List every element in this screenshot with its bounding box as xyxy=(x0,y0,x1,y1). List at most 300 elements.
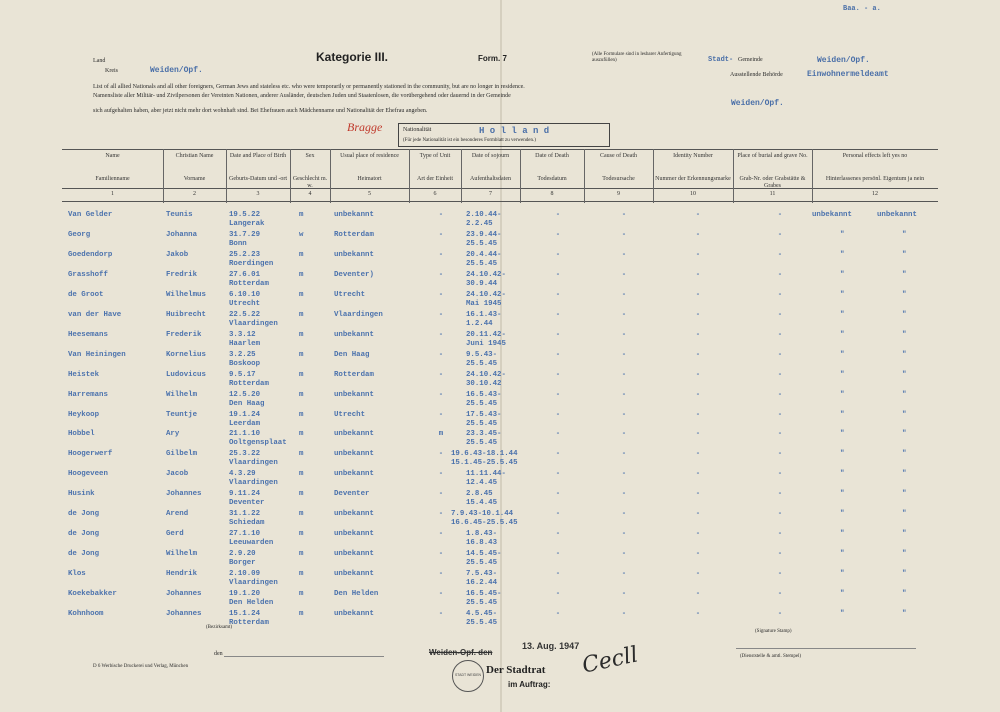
den-line xyxy=(224,656,384,657)
cell-d8: - xyxy=(555,570,561,579)
cell-no: " xyxy=(902,270,907,279)
cell-sex: m xyxy=(299,470,304,479)
cell-sex: m xyxy=(299,270,304,279)
cell-d11: - xyxy=(777,530,783,539)
cell-unit: - xyxy=(438,350,444,359)
cell-yes: " xyxy=(840,330,845,339)
cell-birth: 2.9.20 xyxy=(229,550,256,559)
column-header-en: Sex xyxy=(305,153,315,159)
cell-birth-place: Langerak xyxy=(229,220,265,228)
cell-first: Hendrik xyxy=(166,570,198,579)
column-header-de: Geburts-Datum und -ort xyxy=(229,176,287,182)
cell-name: Harremans xyxy=(68,390,108,399)
cell-sex: m xyxy=(299,490,304,499)
cell-birth: 19.1.24 xyxy=(229,410,261,419)
column-number: 8 xyxy=(550,191,554,197)
cell-birth-place: Haarlem xyxy=(229,339,261,348)
cell-d8: - xyxy=(555,490,561,499)
cell-yes: " xyxy=(840,610,845,619)
column-header-en: Name xyxy=(105,153,120,159)
cell-d9: - xyxy=(621,230,627,239)
cell-name: Heistek xyxy=(68,370,100,379)
cell-name: Goedendorp xyxy=(68,250,113,259)
cell-d9: - xyxy=(621,610,627,619)
cell-d11: - xyxy=(777,270,783,279)
cell-d8: - xyxy=(555,370,561,379)
column-header-en: Cause of Death xyxy=(600,153,637,159)
cell-birth-place: Utrecht xyxy=(229,299,261,308)
cell-d11: - xyxy=(777,370,783,379)
cell-d10: - xyxy=(695,590,701,599)
cell-sex: m xyxy=(299,550,304,559)
nationality-note: (Für jede Nationalität ist ein besonderes Formblatt zu verwenden.) xyxy=(403,138,536,143)
cell-sojourn-end: 16.2.44 xyxy=(466,579,498,588)
cell-sex: m xyxy=(299,370,304,379)
cell-birth: 4.3.29 xyxy=(229,470,256,479)
kreis-label: Kreis xyxy=(105,68,118,74)
cell-d9: - xyxy=(621,570,627,579)
cell-sojourn-end: 25.5.45 xyxy=(466,399,498,408)
column-header-en: Personal effects left yes no xyxy=(842,153,908,159)
cell-sex: m xyxy=(299,450,304,459)
cell-birth-place: Leeuwarden xyxy=(229,539,274,548)
cell-d11: - xyxy=(777,390,783,399)
cell-yes: " xyxy=(840,410,845,419)
nationality-box xyxy=(398,123,610,147)
cell-d9: - xyxy=(621,550,627,559)
cell-sex: m xyxy=(299,410,304,419)
cell-sojourn: 2.8.45 xyxy=(466,490,493,499)
cell-sojourn-end: 25.5.45 xyxy=(466,239,498,248)
cell-name: Hoogeveen xyxy=(68,470,108,479)
cell-birth-place: Boskoop xyxy=(229,359,261,368)
cell-first: Ludovicus xyxy=(166,370,206,379)
cell-sojourn: 24.10.42- xyxy=(466,370,506,379)
cell-d9: - xyxy=(621,590,627,599)
cell-name: Heykoop xyxy=(68,410,100,419)
cell-birth: 6.10.10 xyxy=(229,290,261,299)
form-number: Form. 7 xyxy=(478,54,507,63)
cell-d11: - xyxy=(777,290,783,299)
cell-res: Deventer xyxy=(334,490,370,499)
cell-yes: " xyxy=(840,470,845,479)
cell-name: van der Have xyxy=(68,310,122,319)
cell-no: " xyxy=(902,330,907,339)
column-number: 4 xyxy=(308,191,312,197)
cell-birth-place: Deventer xyxy=(229,499,265,508)
cell-sojourn-end: Juni 1945 xyxy=(466,339,506,348)
cell-sojourn-end: 16.8.43 xyxy=(466,539,498,548)
cell-d9: - xyxy=(621,310,627,319)
cell-res: Deventer) xyxy=(334,270,374,279)
cell-sojourn: 17.5.43- xyxy=(466,410,502,419)
cell-d8: - xyxy=(555,470,561,479)
official-seal xyxy=(452,660,484,692)
column-number: 3 xyxy=(256,191,260,197)
cell-no: " xyxy=(902,290,907,299)
cell-d10: - xyxy=(695,450,701,459)
cell-birth-place: Vlaardingen xyxy=(229,459,278,468)
column-number: 6 xyxy=(433,191,437,197)
cell-first: Arend xyxy=(166,510,189,519)
cell-birth: 27.1.10 xyxy=(229,530,261,539)
place-date-prefix: Weiden-Opf. den xyxy=(429,648,493,657)
cell-d9: - xyxy=(621,390,627,399)
cell-unit: - xyxy=(438,290,444,299)
cell-d10: - xyxy=(695,290,701,299)
cell-yes: unbekannt xyxy=(812,211,852,219)
column-number: 2 xyxy=(193,191,196,197)
cell-name: Husink xyxy=(68,490,95,499)
cell-name: de Jong xyxy=(68,510,100,519)
cell-res: Den Helden xyxy=(334,590,379,599)
cell-d8: - xyxy=(555,510,561,519)
column-header-de: Aufenthaltsdaten xyxy=(470,176,511,182)
cell-first: Wilhelmus xyxy=(166,290,206,299)
cell-d10: - xyxy=(695,330,701,339)
cell-sojourn-end: 25.5.45 xyxy=(466,559,498,568)
cell-name: Klos xyxy=(68,570,86,579)
cell-d11: - xyxy=(777,450,783,459)
cell-birth: 2.10.09 xyxy=(229,570,261,579)
cell-unit: - xyxy=(438,610,444,619)
date-stamp: 13. Aug. 1947 xyxy=(522,641,580,651)
column-header-de: Nummer der Erkennungsmarke xyxy=(655,176,731,182)
column-header-de: Heimatort xyxy=(357,176,382,182)
cell-birth: 21.1.10 xyxy=(229,430,261,439)
cell-birth-place: Ooltgensplaat xyxy=(229,439,287,448)
cell-no: " xyxy=(902,530,907,539)
kreis-value: Weiden/Opf. xyxy=(150,66,203,75)
cell-d11: - xyxy=(777,330,783,339)
cell-first: Gilbelm xyxy=(166,450,198,459)
cell-d8: - xyxy=(555,410,561,419)
cell-d10: - xyxy=(695,390,701,399)
cell-unit: - xyxy=(438,510,444,519)
cell-birth: 25.2.23 xyxy=(229,250,261,259)
cell-sojourn-end: 25.5.45 xyxy=(466,419,498,428)
cell-d9: - xyxy=(621,250,627,259)
cell-name: Koekebakker xyxy=(68,590,117,599)
cell-name: de Groot xyxy=(68,290,104,299)
cell-no: " xyxy=(902,510,907,519)
cell-d9: - xyxy=(621,510,627,519)
cell-res: unbekannt xyxy=(334,470,374,479)
cell-unit: - xyxy=(438,530,444,539)
column-number: 5 xyxy=(368,191,371,197)
column-number: 1 xyxy=(111,191,114,197)
handwritten-signature: Cecll xyxy=(580,642,641,679)
cell-no: " xyxy=(902,410,907,419)
cell-no: " xyxy=(902,570,907,579)
cell-sex: m xyxy=(299,390,304,399)
cell-sojourn-end: 15.4.45 xyxy=(466,499,498,508)
cell-res: unbekannt xyxy=(334,510,374,519)
cell-d8: - xyxy=(555,290,561,299)
column-number: 7 xyxy=(489,191,492,197)
cell-birth-place: Vlaardingen xyxy=(229,479,278,488)
cell-unit: - xyxy=(438,370,444,379)
cell-res: unbekannt xyxy=(334,330,374,339)
cell-d11: - xyxy=(777,310,783,319)
cell-birth-place: Vlaardingen xyxy=(229,579,278,588)
cell-d9: - xyxy=(621,330,627,339)
cell-d11: - xyxy=(777,430,783,439)
cell-sojourn-end: 25.5.45 xyxy=(466,599,498,608)
gemeinde-label: Gemeinde xyxy=(738,57,763,63)
cell-birth: 3.2.25 xyxy=(229,350,256,359)
cell-birth: 31.1.22 xyxy=(229,510,261,519)
cell-sex: m xyxy=(299,510,304,519)
column-header-de: Vorname xyxy=(183,176,206,182)
signature-label-left: (Bezirksamt) xyxy=(206,625,233,630)
cell-birth-place: Vlaardingen xyxy=(229,319,278,328)
cell-d10: - xyxy=(695,410,701,419)
cell-sojourn: 23.3.45- xyxy=(466,430,502,439)
cell-first: Gerd xyxy=(166,530,184,539)
cell-name: Hobbel xyxy=(68,430,95,439)
cell-d8: - xyxy=(555,550,561,559)
cell-first: Jakob xyxy=(166,250,189,259)
cell-sojourn: 19.6.43-18.1.44 xyxy=(451,450,518,459)
cell-birth: 19.5.22 xyxy=(229,211,261,219)
cell-birth-place: Rotterdam xyxy=(229,619,269,628)
cell-sojourn-end: 25.5.45 xyxy=(466,439,498,448)
column-header-en: Place of burial and grave No. xyxy=(737,153,808,159)
cell-d9: - xyxy=(621,270,627,279)
cell-unit: - xyxy=(438,270,444,279)
cell-unit: - xyxy=(438,390,444,399)
cell-res: Den Haag xyxy=(334,350,370,359)
cell-first: Huibrecht xyxy=(166,310,206,319)
column-header-de: Hinterlassenes persönl. Eigentum ja nein xyxy=(825,176,925,182)
signature-label-right: (Signature Stamp) xyxy=(755,629,792,634)
cell-yes: " xyxy=(840,310,845,319)
cell-sojourn: 9.5.43- xyxy=(466,350,498,359)
cell-birth: 12.5.20 xyxy=(229,390,261,399)
cell-yes: " xyxy=(840,590,845,599)
cell-birth-place: Roerdingen xyxy=(229,259,274,268)
stamp-line-auftrag: im Auftrag: xyxy=(508,680,551,689)
column-header-en: Date of Death xyxy=(535,153,569,159)
cell-sojourn-end: 15.1.45-25.5.45 xyxy=(451,459,518,468)
cell-sex: w xyxy=(299,230,304,239)
cell-res: unbekannt xyxy=(334,550,374,559)
cell-sex: m xyxy=(299,211,304,219)
cell-sojourn: 4.5.45- xyxy=(466,610,498,619)
cell-res: Utrecht xyxy=(334,290,366,299)
cell-d10: - xyxy=(695,310,701,319)
cell-no: " xyxy=(902,350,907,359)
cell-yes: " xyxy=(840,550,845,559)
cell-d9: - xyxy=(621,490,627,499)
cell-sojourn: 11.11.44- xyxy=(466,470,506,479)
cell-yes: " xyxy=(840,370,845,379)
cell-d8: - xyxy=(555,310,561,319)
cell-unit: - xyxy=(438,211,444,219)
intro-place: Weiden/Opf. xyxy=(731,99,784,108)
cell-yes: " xyxy=(840,450,845,459)
cell-no: " xyxy=(902,390,907,399)
cell-d9: - xyxy=(621,470,627,479)
cell-name: de Jong xyxy=(68,530,100,539)
cell-no: " xyxy=(902,550,907,559)
column-number: 12 xyxy=(872,191,878,197)
cell-unit: - xyxy=(438,550,444,559)
cell-yes: " xyxy=(840,350,845,359)
cell-yes: " xyxy=(840,430,845,439)
cell-res: Vlaardingen xyxy=(334,310,383,319)
column-header-en: Christian Name xyxy=(175,153,214,159)
cell-first: Wilhelm xyxy=(166,390,198,399)
den-label: den xyxy=(214,651,223,657)
cell-d9: - xyxy=(621,430,627,439)
corner-code: Baa. - a. xyxy=(843,5,881,13)
cell-d11: - xyxy=(777,590,783,599)
cell-unit: - xyxy=(438,330,444,339)
cell-d10: - xyxy=(695,270,701,279)
cell-name: Heesemans xyxy=(68,330,108,339)
cell-name: Kohnhoom xyxy=(68,610,104,619)
intro-german: Namensliste aller Militär- und Zivilpersonen der Vereinten Nationen, anderer Ausländer, deutschen Juden und Staatenlosen, die vorübergehend oder dauernd in der Gemeinde xyxy=(93,93,511,99)
cell-no: " xyxy=(902,370,907,379)
cell-sojourn-end: 12.4.45 xyxy=(466,479,498,488)
cell-d10: - xyxy=(695,230,701,239)
cell-sojourn-end: 25.5.45 xyxy=(466,259,498,268)
cell-unit: - xyxy=(438,590,444,599)
cell-res: Rotterdam xyxy=(334,370,374,379)
cell-no: " xyxy=(902,470,907,479)
cell-first: Johannes xyxy=(166,590,202,599)
cell-d8: - xyxy=(555,270,561,279)
cell-sojourn-end: 25.5.45 xyxy=(466,359,498,368)
cell-d11: - xyxy=(777,350,783,359)
cell-sex: m xyxy=(299,610,304,619)
cell-sex: m xyxy=(299,430,304,439)
cell-yes: " xyxy=(840,270,845,279)
page-title: Kategorie III. xyxy=(316,50,389,64)
cell-d8: - xyxy=(555,530,561,539)
cell-unit: - xyxy=(438,410,444,419)
cell-d11: - xyxy=(777,550,783,559)
cell-d8: - xyxy=(555,430,561,439)
cell-first: Ary xyxy=(166,430,180,439)
cell-birth-place: Rotterdam xyxy=(229,279,269,288)
cell-sojourn: 16.5.43- xyxy=(466,390,502,399)
cell-d8: - xyxy=(555,390,561,399)
cell-unit: - xyxy=(438,230,444,239)
cell-res: unbekannt xyxy=(334,450,374,459)
cell-d8: - xyxy=(555,450,561,459)
cell-sojourn: 24.10.42- xyxy=(466,290,506,299)
cell-sex: m xyxy=(299,290,304,299)
cell-res: unbekannt xyxy=(334,211,374,219)
cell-d8: - xyxy=(555,590,561,599)
cell-no: " xyxy=(902,590,907,599)
form-note: (Alle Formulare sind in lesbarer Anfertigung auszufüllen) xyxy=(592,52,682,63)
cell-birth-place: Borger xyxy=(229,559,256,568)
cell-unit: - xyxy=(438,450,444,459)
cell-sojourn-end: 2.2.45 xyxy=(466,220,493,228)
cell-no: " xyxy=(902,450,907,459)
land-label: Land xyxy=(93,58,106,64)
nationality-label: Nationalität xyxy=(403,127,432,133)
cell-sojourn: 23.9.44- xyxy=(466,230,502,239)
cell-birth-place: Bonn xyxy=(229,239,247,248)
column-header-de: Art der Einheit xyxy=(417,176,453,182)
cell-d11: - xyxy=(777,250,783,259)
cell-sojourn: 16.1.43- xyxy=(466,310,502,319)
cell-d8: - xyxy=(555,230,561,239)
signature-line xyxy=(736,648,916,649)
cell-d9: - xyxy=(621,530,627,539)
publisher-line: D 6 Werbische Druckerei und Verlag, München xyxy=(93,664,189,669)
cell-sex: m xyxy=(299,570,304,579)
cell-res: unbekannt xyxy=(334,430,374,439)
cell-d10: - xyxy=(695,370,701,379)
cell-unit: - xyxy=(438,470,444,479)
cell-unit: - xyxy=(438,250,444,259)
cell-sojourn: 7.5.43- xyxy=(466,570,498,579)
cell-birth: 9.11.24 xyxy=(229,490,261,499)
cell-d10: - xyxy=(695,550,701,559)
table-top-rule xyxy=(62,149,938,150)
cell-no: " xyxy=(902,490,907,499)
cell-d11: - xyxy=(777,230,783,239)
cell-sex: m xyxy=(299,250,304,259)
column-header-de: Grab-Nr. oder Grabstätte & Grabes xyxy=(739,176,806,189)
cell-d8: - xyxy=(555,350,561,359)
cell-first: Kornelius xyxy=(166,350,206,359)
seal-text: STADT WEIDEN xyxy=(454,673,482,677)
cell-res: unbekannt xyxy=(334,530,374,539)
cell-res: unbekannt xyxy=(334,570,374,579)
cell-yes: " xyxy=(840,290,845,299)
stamp-line-stadtrat: Der Stadtrat xyxy=(486,664,546,676)
cell-sojourn-end: 30.9.44 xyxy=(466,279,498,288)
cell-name: Hoogerwerf xyxy=(68,450,113,459)
cell-d10: - xyxy=(695,430,701,439)
cell-name: Grasshoff xyxy=(68,270,108,279)
cell-birth: 9.5.17 xyxy=(229,370,256,379)
cell-yes: " xyxy=(840,510,845,519)
cell-first: Wilhelm xyxy=(166,550,198,559)
cell-sojourn-end: 16.6.45-25.5.45 xyxy=(451,519,518,528)
column-number: 11 xyxy=(769,191,776,197)
cell-d10: - xyxy=(695,510,701,519)
cell-unit: - xyxy=(438,490,444,499)
cell-first: Johannes xyxy=(166,490,202,499)
cell-d11: - xyxy=(777,510,783,519)
cell-d10: - xyxy=(695,490,701,499)
cell-birth: 27.6.01 xyxy=(229,270,261,279)
cell-sojourn-end: Mai 1945 xyxy=(466,299,502,308)
cell-d8: - xyxy=(555,250,561,259)
cell-d10: - xyxy=(695,211,701,219)
cell-d9: - xyxy=(621,290,627,299)
cell-d10: - xyxy=(695,250,701,259)
red-handwritten-note: Bragge xyxy=(347,120,383,134)
cell-unit: - xyxy=(438,310,444,319)
cell-sojourn: 20.4.44- xyxy=(466,250,502,259)
cell-sojourn: 7.9.43-10.1.44 xyxy=(451,510,514,519)
column-header-de: Todesursache xyxy=(602,176,635,182)
cell-d10: - xyxy=(695,570,701,579)
column-header-de: Familienname xyxy=(95,176,130,182)
cell-name: Van Gelder xyxy=(68,211,113,219)
cell-d11: - xyxy=(777,490,783,499)
cell-no: " xyxy=(902,310,907,319)
